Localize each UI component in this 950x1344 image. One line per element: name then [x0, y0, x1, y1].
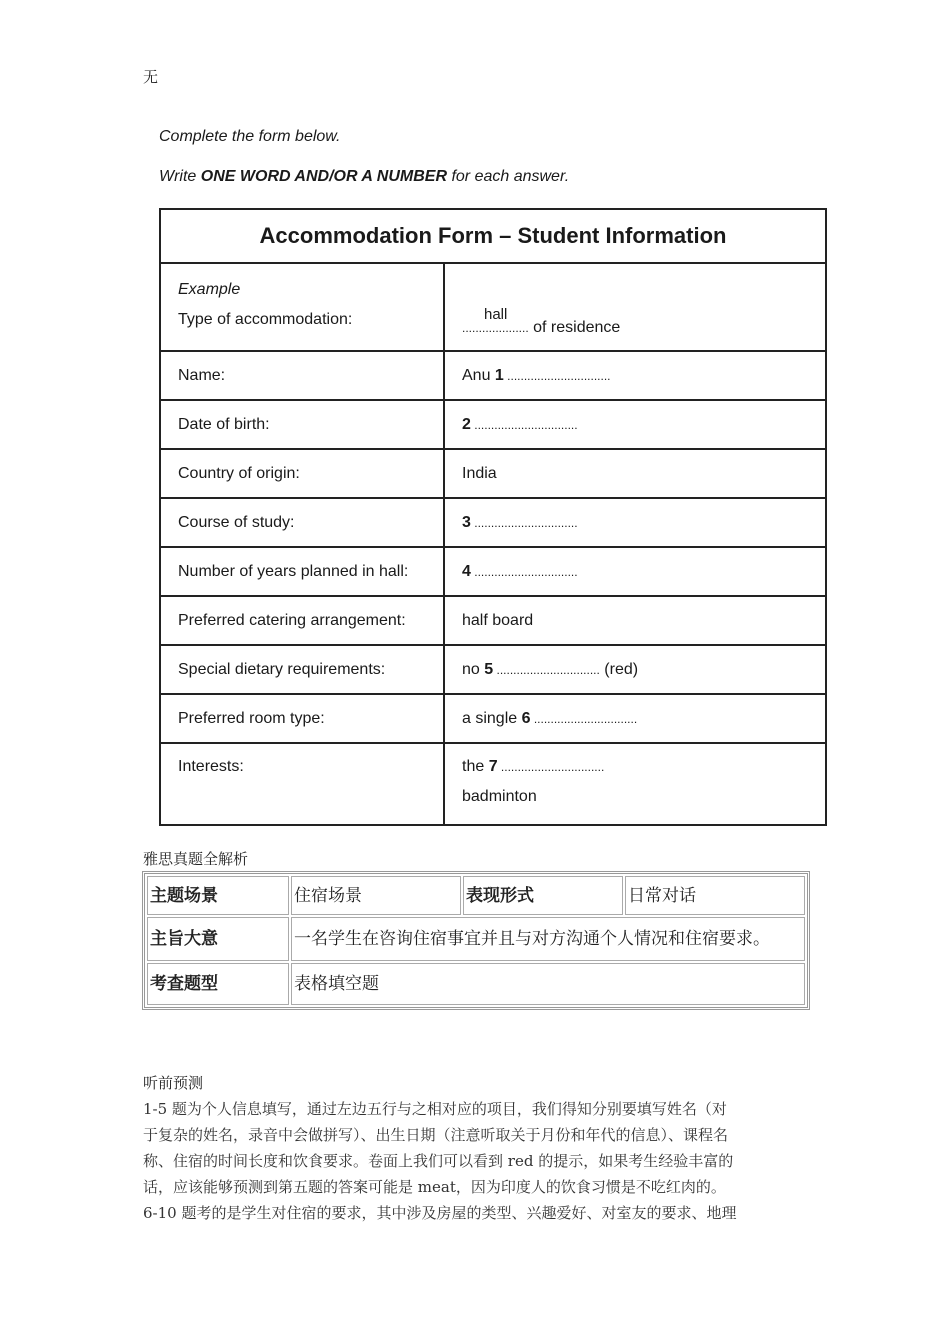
form-row: [161, 695, 825, 744]
field-label: Number of years planned in hall:: [161, 548, 445, 595]
field-label: Country of origin:: [161, 450, 445, 497]
paragraph-line: 于复杂的姓名，录音中会做拼写）、出生日期（注意听取关于月份和年代的信息）、课程名: [143, 1126, 729, 1144]
field-label: Date of birth:: [161, 401, 445, 448]
instruction-line-1: Complete the form below.: [159, 128, 341, 145]
form-row: [161, 401, 825, 450]
table-cell: 表格填空题: [291, 963, 805, 1005]
table-header-cell: 主旨大意: [147, 917, 289, 961]
table-cell: 住宿场景: [291, 876, 461, 915]
paragraph-line: 称、住宿的时间长度和饮食要求。卷面上我们可以看到 red 的提示，如果考生经验丰富的: [143, 1152, 734, 1170]
example-value-cell: [445, 264, 825, 350]
field-value: [445, 450, 825, 497]
question-number: 3: [462, 513, 471, 531]
answer-blank[interactable]: ...............................: [493, 662, 600, 677]
table-row: [147, 917, 805, 961]
field-value: [445, 499, 825, 546]
question-number: 4: [462, 562, 471, 580]
answer-blank[interactable]: ...............................: [530, 711, 638, 726]
table-cell: 日常对话: [625, 876, 805, 915]
table-row: [147, 876, 805, 915]
paragraph-line: 话，应该能够预测到第五题的答案可能是 meat，因为印度人的饮食习惯是不吃红肉的。: [143, 1178, 726, 1196]
form-row-example: [161, 264, 825, 352]
value-prefix: the: [462, 758, 489, 775]
field-value: [445, 646, 825, 693]
table-cell: 一名学生在咨询住宿事宜并且与对方沟通个人情况和住宿要求。: [291, 917, 805, 961]
value-prefix: India: [462, 464, 497, 482]
example-answer-blank: [462, 306, 529, 337]
example-dots: ....................: [462, 321, 529, 335]
value-prefix: a single: [462, 709, 522, 727]
field-value: [445, 597, 825, 644]
interests-second: badminton: [462, 788, 537, 805]
instruction-suffix: for each answer.: [447, 168, 570, 185]
prelisten-paragraph: [143, 1096, 809, 1226]
answer-blank[interactable]: ...............................: [470, 564, 578, 579]
answer-blank[interactable]: ...............................: [470, 515, 578, 530]
paragraph-line: 1-5 题为个人信息填写，通过左边五行与之相对应的项目，我们得知分别要填写姓名（对: [143, 1100, 727, 1118]
field-label: Preferred room type:: [161, 695, 445, 742]
answer-blank[interactable]: ...............................: [470, 417, 578, 432]
example-answer: hall: [484, 306, 508, 323]
value-suffix: (red): [599, 660, 639, 678]
field-value: [445, 548, 825, 595]
question-number: 7: [488, 758, 498, 775]
form-row: [161, 597, 825, 646]
example-label: Example: [178, 281, 241, 298]
top-character: 无: [143, 68, 159, 86]
value-prefix: half board: [462, 611, 534, 629]
example-value: [462, 306, 825, 337]
value-prefix: no: [462, 660, 485, 678]
table-header-cell: 考查题型: [147, 963, 289, 1005]
instruction-line-2: [159, 168, 569, 186]
field-value: [445, 695, 825, 742]
question-number: 5: [484, 660, 494, 678]
form-title: Accommodation Form – Student Information: [161, 210, 825, 264]
accommodation-form: [159, 208, 827, 826]
field-label: Special dietary requirements:: [161, 646, 445, 693]
instruction-bold: ONE WORD AND/OR A NUMBER: [200, 168, 447, 185]
field-label: Interests:: [161, 744, 445, 824]
form-row: [161, 646, 825, 695]
instruction-prefix: Write: [159, 168, 201, 185]
answer-blank[interactable]: ...............................: [503, 368, 611, 383]
field-label: Course of study:: [161, 499, 445, 546]
field-value: [445, 744, 825, 824]
value-prefix: Anu: [462, 366, 495, 384]
table-header-cell: 表现形式: [463, 876, 623, 915]
question-number: 1: [494, 366, 504, 384]
example-field: Type of accommodation:: [178, 311, 353, 328]
form-row: [161, 499, 825, 548]
table-row: [147, 963, 805, 1005]
example-label-cell: [161, 264, 445, 350]
question-number: 6: [521, 709, 531, 727]
question-number: 2: [462, 415, 471, 433]
form-row: [161, 352, 825, 401]
form-row-interests: [161, 744, 825, 824]
analysis-table: [142, 871, 810, 1010]
prelisten-title: 听前预测: [143, 1074, 204, 1092]
form-row: [161, 548, 825, 597]
field-value: [445, 352, 825, 399]
form-row: [161, 450, 825, 499]
answer-blank[interactable]: ...............................: [497, 760, 605, 774]
field-value: [445, 401, 825, 448]
paragraph-line: 6-10 题考的是学生对住宿的要求，其中涉及房屋的类型、兴趣爱好、对室友的要求、地理: [143, 1204, 737, 1222]
example-suffix: of residence: [528, 319, 621, 336]
table-header-cell: 主题场景: [147, 876, 289, 915]
analysis-title: 雅思真题全解析: [143, 850, 249, 868]
field-label: Name:: [161, 352, 445, 399]
field-label: Preferred catering arrangement:: [161, 597, 445, 644]
